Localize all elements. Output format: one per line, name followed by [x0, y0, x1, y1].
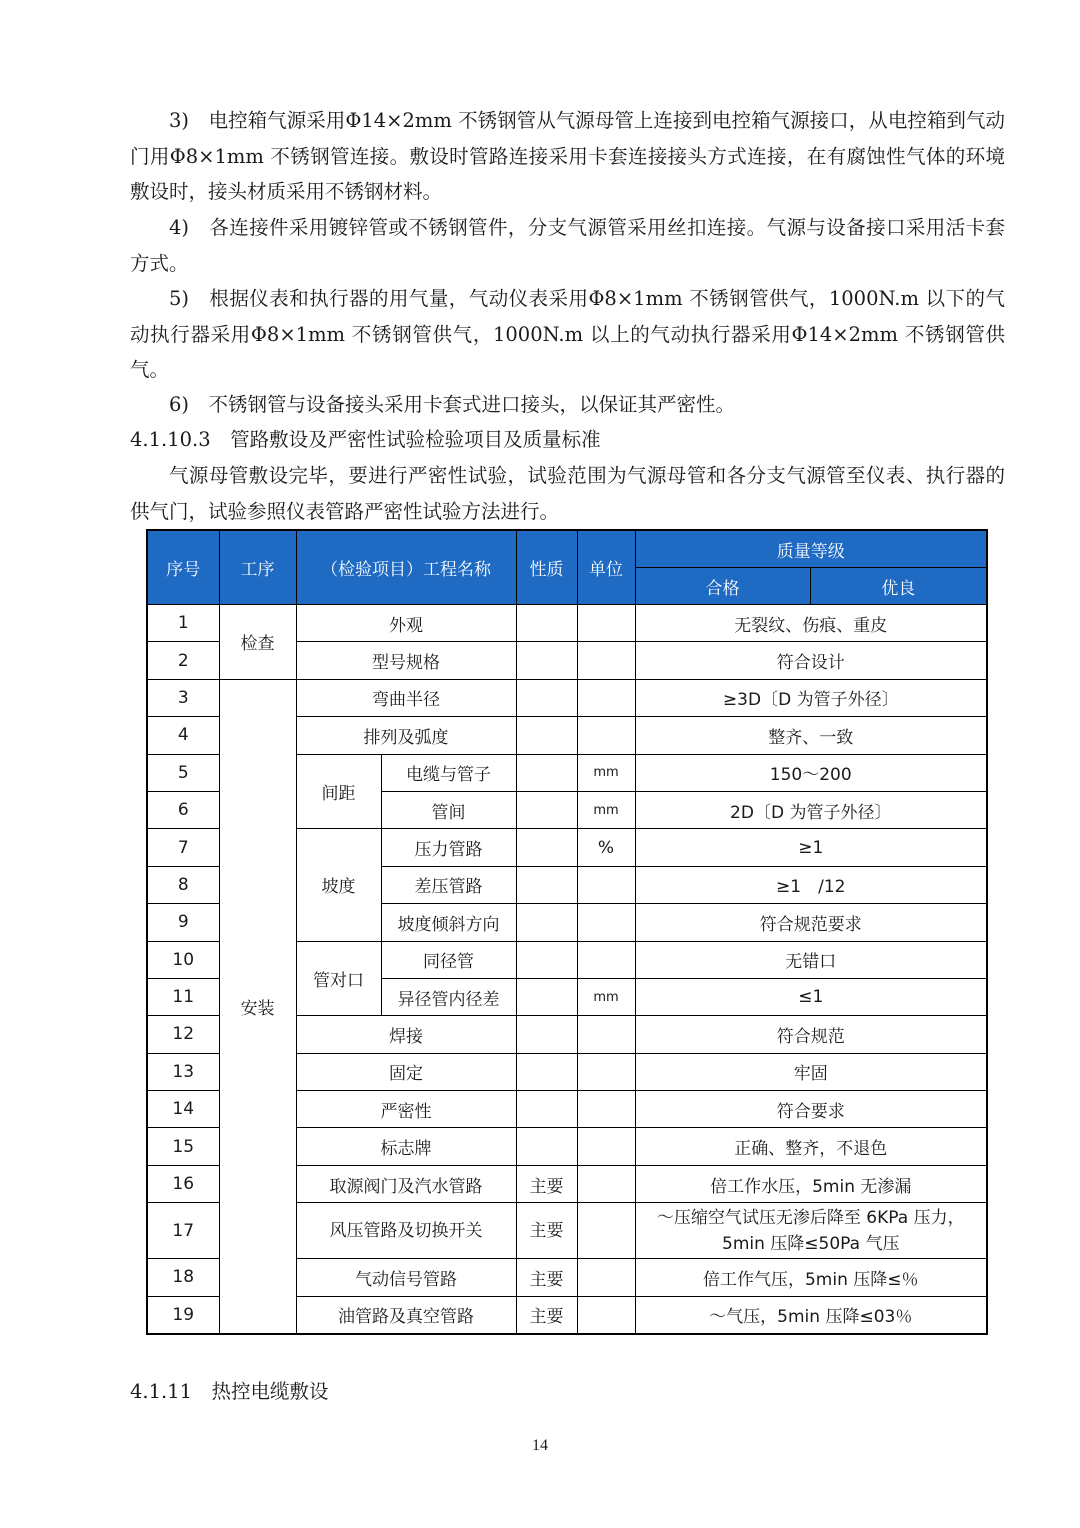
standard-cell: 牢固 [635, 1053, 987, 1090]
item-cell: 管间 [381, 791, 516, 828]
standard-cell: 无裂纹、伤痕、重皮 [635, 605, 987, 642]
row-number: 17 [147, 1203, 219, 1259]
unit-cell [577, 866, 635, 903]
row-number: 10 [147, 941, 219, 978]
item-cell: 焊接 [296, 1016, 516, 1053]
unit-cell [577, 1203, 635, 1259]
unit-cell [577, 1128, 635, 1165]
standard-cell: 倍工作水压，5min 无渗漏 [635, 1165, 987, 1202]
item-cell: 坡度倾斜方向 [381, 904, 516, 941]
nature-cell [516, 717, 577, 754]
row-number: 7 [147, 829, 219, 866]
unit-cell [577, 1016, 635, 1053]
nature-cell: 主要 [516, 1259, 577, 1296]
standard-cell: ～气压，5min 压降≤03％ [635, 1296, 987, 1334]
paragraph-3: 3) 电控箱气源采用Φ14×2mm 不锈钢管从气源母管上连接到电控箱气源接口，从电控箱到气动门用Φ8×1mm 不锈钢管连接。敷设时管路连接采用卡套连接接头方式连接，在有腐蚀性气体的环境敷设时，接头材质采用不锈钢材料。 [130, 109, 1005, 203]
unit-cell [577, 1091, 635, 1128]
standard-cell: 符合规范要求 [635, 904, 987, 941]
row-number: 5 [147, 754, 219, 791]
row-number: 14 [147, 1091, 219, 1128]
nature-cell [516, 605, 577, 642]
nature-cell [516, 791, 577, 828]
nature-cell [516, 754, 577, 791]
header-excellent: 优良 [810, 568, 987, 605]
row-number: 8 [147, 866, 219, 903]
item-cell: 严密性 [296, 1091, 516, 1128]
unit-cell [577, 1296, 635, 1334]
row-number: 13 [147, 1053, 219, 1090]
nature-cell [516, 1091, 577, 1128]
unit-cell [577, 1053, 635, 1090]
standard-cell: 符合设计 [635, 642, 987, 679]
unit-cell [577, 941, 635, 978]
standard-cell: 无错口 [635, 941, 987, 978]
row-number: 18 [147, 1259, 219, 1296]
item-cell: 异径管内径差 [381, 978, 516, 1015]
row-number: 19 [147, 1296, 219, 1334]
standard-cell: 150～200 [635, 754, 987, 791]
standard-cell: ≥1 /12 [635, 866, 987, 903]
item-cell: 排列及弧度 [296, 717, 516, 754]
standard-cell: ≤1 [635, 978, 987, 1015]
row-number: 4 [147, 717, 219, 754]
next-section-heading: 4.1.11 热控电缆敷设 [130, 1380, 329, 1403]
unit-cell: mm [577, 978, 635, 1015]
standard-cell: 正确、整齐，不退色 [635, 1128, 987, 1165]
item-cell: 压力管路 [381, 829, 516, 866]
standard-cell: 整齐、一致 [635, 717, 987, 754]
nature-cell [516, 866, 577, 903]
nature-cell [516, 941, 577, 978]
item-cell: 固定 [296, 1053, 516, 1090]
group-cell: 间距 [296, 754, 381, 829]
unit-cell [577, 679, 635, 716]
unit-cell: mm [577, 791, 635, 828]
row-number: 3 [147, 679, 219, 716]
nature-cell [516, 978, 577, 1015]
unit-cell [577, 1165, 635, 1202]
unit-cell [577, 904, 635, 941]
standard-cell: 符合规范 [635, 1016, 987, 1053]
standard-line-2: 5min 压降≤50Pa 气压 [722, 1233, 900, 1254]
paragraph-5: 5) 根据仪表和执行器的用气量，气动仪表采用Φ8×1mm 不锈钢管供气，1000N.m 以下的气动执行器采用Φ8×1mm 不锈钢管供气，1000N.m 以上的气动执行器采用Φ14×2mm 不锈钢管供气。 [130, 287, 1005, 381]
process-cell: 安装 [219, 679, 296, 1334]
unit-cell [577, 717, 635, 754]
item-cell: 标志牌 [296, 1128, 516, 1165]
row-number: 1 [147, 605, 219, 642]
item-cell: 同径管 [381, 941, 516, 978]
row-number: 15 [147, 1128, 219, 1165]
nature-cell [516, 1128, 577, 1165]
item-cell: 型号规格 [296, 642, 516, 679]
row-number: 16 [147, 1165, 219, 1202]
nature-cell [516, 904, 577, 941]
item-cell: 外观 [296, 605, 516, 642]
quality-standard-table [146, 529, 988, 1335]
standard-cell [635, 1203, 987, 1259]
section-heading: 4.1.10.3 管路敷设及严密性试验检验项目及质量标准 [130, 428, 601, 451]
header-process: 工序 [219, 530, 296, 605]
row-number: 11 [147, 978, 219, 1015]
group-cell: 坡度 [296, 829, 381, 941]
group-cell: 管对口 [296, 941, 381, 1016]
item-cell: 弯曲半径 [296, 679, 516, 716]
row-number: 12 [147, 1016, 219, 1053]
process-cell: 检查 [219, 605, 296, 680]
header-pass: 合格 [635, 568, 810, 605]
item-cell: 风压管路及切换开关 [296, 1203, 516, 1259]
nature-cell: 主要 [516, 1296, 577, 1334]
row-number: 6 [147, 791, 219, 828]
standard-cell: ≥1 [635, 829, 987, 866]
item-cell: 气动信号管路 [296, 1259, 516, 1296]
table-row [147, 679, 987, 716]
header-seq: 序号 [147, 530, 219, 605]
paragraph-4: 4) 各连接件采用镀锌管或不锈钢管件，分支气源管采用丝扣连接。气源与设备接口采用活卡套方式。 [130, 216, 1005, 275]
table-row [147, 605, 987, 642]
standard-cell: 2D〔D 为管子外径〕 [635, 791, 987, 828]
page-number: 14 [532, 1437, 548, 1454]
header-item: （检验项目）工程名称 [296, 530, 516, 605]
nature-cell [516, 829, 577, 866]
nature-cell [516, 1016, 577, 1053]
standard-cell: 符合要求 [635, 1091, 987, 1128]
nature-cell [516, 679, 577, 716]
row-number: 2 [147, 642, 219, 679]
nature-cell: 主要 [516, 1203, 577, 1259]
unit-cell: mm [577, 754, 635, 791]
nature-cell: 主要 [516, 1165, 577, 1202]
item-cell: 油管路及真空管路 [296, 1296, 516, 1334]
unit-cell [577, 605, 635, 642]
item-cell: 电缆与管子 [381, 754, 516, 791]
header-quality: 质量等级 [635, 530, 987, 568]
item-cell: 取源阀门及汽水管路 [296, 1165, 516, 1202]
unit-cell: % [577, 829, 635, 866]
intro-paragraph: 气源母管敷设完毕，要进行严密性试验，试验范围为气源母管和各分支气源管至仪表、执行器的供气门，试验参照仪表管路严密性试验方法进行。 [130, 464, 1005, 523]
nature-cell [516, 642, 577, 679]
nature-cell [516, 1053, 577, 1090]
unit-cell [577, 642, 635, 679]
standard-line-1: ～压缩空气试压无渗后降至 6KPa 压力， [656, 1207, 965, 1228]
header-nature: 性质 [516, 530, 577, 605]
unit-cell [577, 1259, 635, 1296]
header-unit: 单位 [577, 530, 635, 605]
row-number: 9 [147, 904, 219, 941]
standard-cell: ≥3D〔D 为管子外径〕 [635, 679, 987, 716]
standard-cell: 倍工作气压，5min 压降≤％ [635, 1259, 987, 1296]
paragraph-6: 6) 不锈钢管与设备接头采用卡套式进口接头，以保证其严密性。 [169, 393, 736, 416]
item-cell: 差压管路 [381, 866, 516, 903]
